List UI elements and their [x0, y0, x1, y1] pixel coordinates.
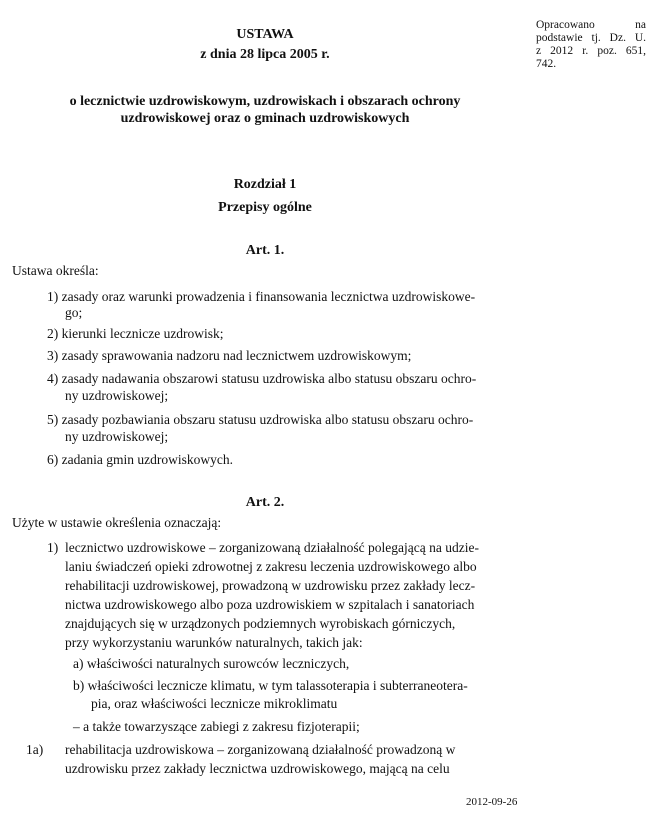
sub-item-text: właściwości naturalnych surowców leczniczych,	[86, 656, 350, 671]
item-text: zasady pozbawiania obszaru statusu uzdrowiska albo statusu obszaru ochro-	[61, 412, 474, 427]
item-text-line: uzdrowisku przez zakłady lecznictwa uzdrowiskowego, mającą na celu	[65, 761, 450, 776]
footer-date: 2012-09-26	[466, 796, 518, 808]
sub-item	[73, 654, 349, 674]
item-text-line: lecznictwo uzdrowiskowe – zorganizowaną działalność polegającą na udzie-	[65, 540, 479, 555]
document-subject-line1: o lecznictwie uzdrowiskowym, uzdrowiskach i obszarach ochrony	[69, 94, 461, 109]
item-number: 1a)	[26, 742, 44, 757]
sub-item	[73, 676, 468, 696]
item-text-line: laniu świadczeń opieki zdrowotnej z zakresu leczenia uzdrowiskowego albo	[65, 559, 477, 574]
item-number: 2)	[47, 326, 59, 341]
item-text: kierunki lecznicze uzdrowisk;	[61, 326, 224, 341]
chapter-subtitle: Przepisy ogólne	[218, 200, 312, 215]
source-note-line: 742.	[536, 58, 557, 70]
item-text-line: rehabilitacja uzdrowiskowa – zorganizowaną działalność prowadzoną w	[65, 742, 456, 757]
item-continuation: ny uzdrowiskowej;	[65, 429, 169, 444]
list-item	[47, 346, 411, 366]
article-1-heading: Art. 1.	[245, 243, 285, 258]
source-note-line: podstawie tj. Dz. U.	[536, 32, 646, 44]
list-item	[47, 287, 517, 307]
sub-item-text: właściwości lecznicze klimatu, w tym talassoterapia i subterraneotera-	[87, 678, 468, 693]
article-2-heading: Art. 2.	[245, 495, 285, 510]
document-subject-line2: uzdrowiskowej oraz o gminach uzdrowiskowych	[120, 111, 410, 126]
source-note	[536, 19, 646, 71]
item-text-line: znajdujących się w urządzonych podziemnych wyrobiskach górniczych,	[65, 616, 456, 631]
article-2-intro: Użyte w ustawie określenia oznaczają:	[12, 515, 222, 530]
item-continuation: go;	[65, 305, 83, 320]
source-note-line: z 2012 r. poz. 651,	[536, 45, 646, 57]
item-tail: – a także towarzyszące zabiegi z zakresu fizjoterapii;	[73, 719, 360, 734]
sub-item-letter: a)	[73, 656, 84, 671]
item-number: 1)	[47, 289, 59, 304]
item-number: 5)	[47, 412, 59, 427]
item-continuation: ny uzdrowiskowej;	[65, 388, 169, 403]
item-text-line: rehabilitacji uzdrowiskowej, prowadzoną w uzdrowisku przez zakłady lecz-	[65, 578, 476, 593]
list-item	[47, 450, 233, 470]
item-text: zasady oraz warunki prowadzenia i finansowania lecznictwa uzdrowiskowe-	[61, 289, 476, 304]
list-item	[47, 324, 224, 344]
item-text: zasady nadawania obszarowi statusu uzdrowiska albo statusu obszaru ochro-	[61, 371, 477, 386]
item-text: zadania gmin uzdrowiskowych.	[61, 452, 233, 467]
article-1-intro: Ustawa określa:	[12, 263, 99, 278]
item-number: 1)	[47, 540, 59, 555]
item-number: 4)	[47, 371, 59, 386]
sub-item-continuation: pia, oraz właściwości lecznicze mikroklimatu	[91, 696, 338, 711]
document-title: USTAWA	[236, 27, 294, 42]
item-number: 3)	[47, 348, 59, 363]
item-text-line: przy wykorzystaniu warunków naturalnych, takich jak:	[65, 635, 363, 650]
chapter-title: Rozdział 1	[233, 177, 297, 192]
item-text-line: nictwa uzdrowiskowego albo poza uzdrowiskiem w szpitalach i sanatoriach	[65, 597, 475, 612]
item-text: zasady sprawowania nadzoru nad lecznictwem uzdrowiskowym;	[61, 348, 412, 363]
item-number: 6)	[47, 452, 59, 467]
document-date: z dnia 28 lipca 2005 r.	[200, 47, 330, 62]
sub-item-letter: b)	[73, 678, 85, 693]
source-note-line: Opracowano na	[536, 19, 646, 31]
